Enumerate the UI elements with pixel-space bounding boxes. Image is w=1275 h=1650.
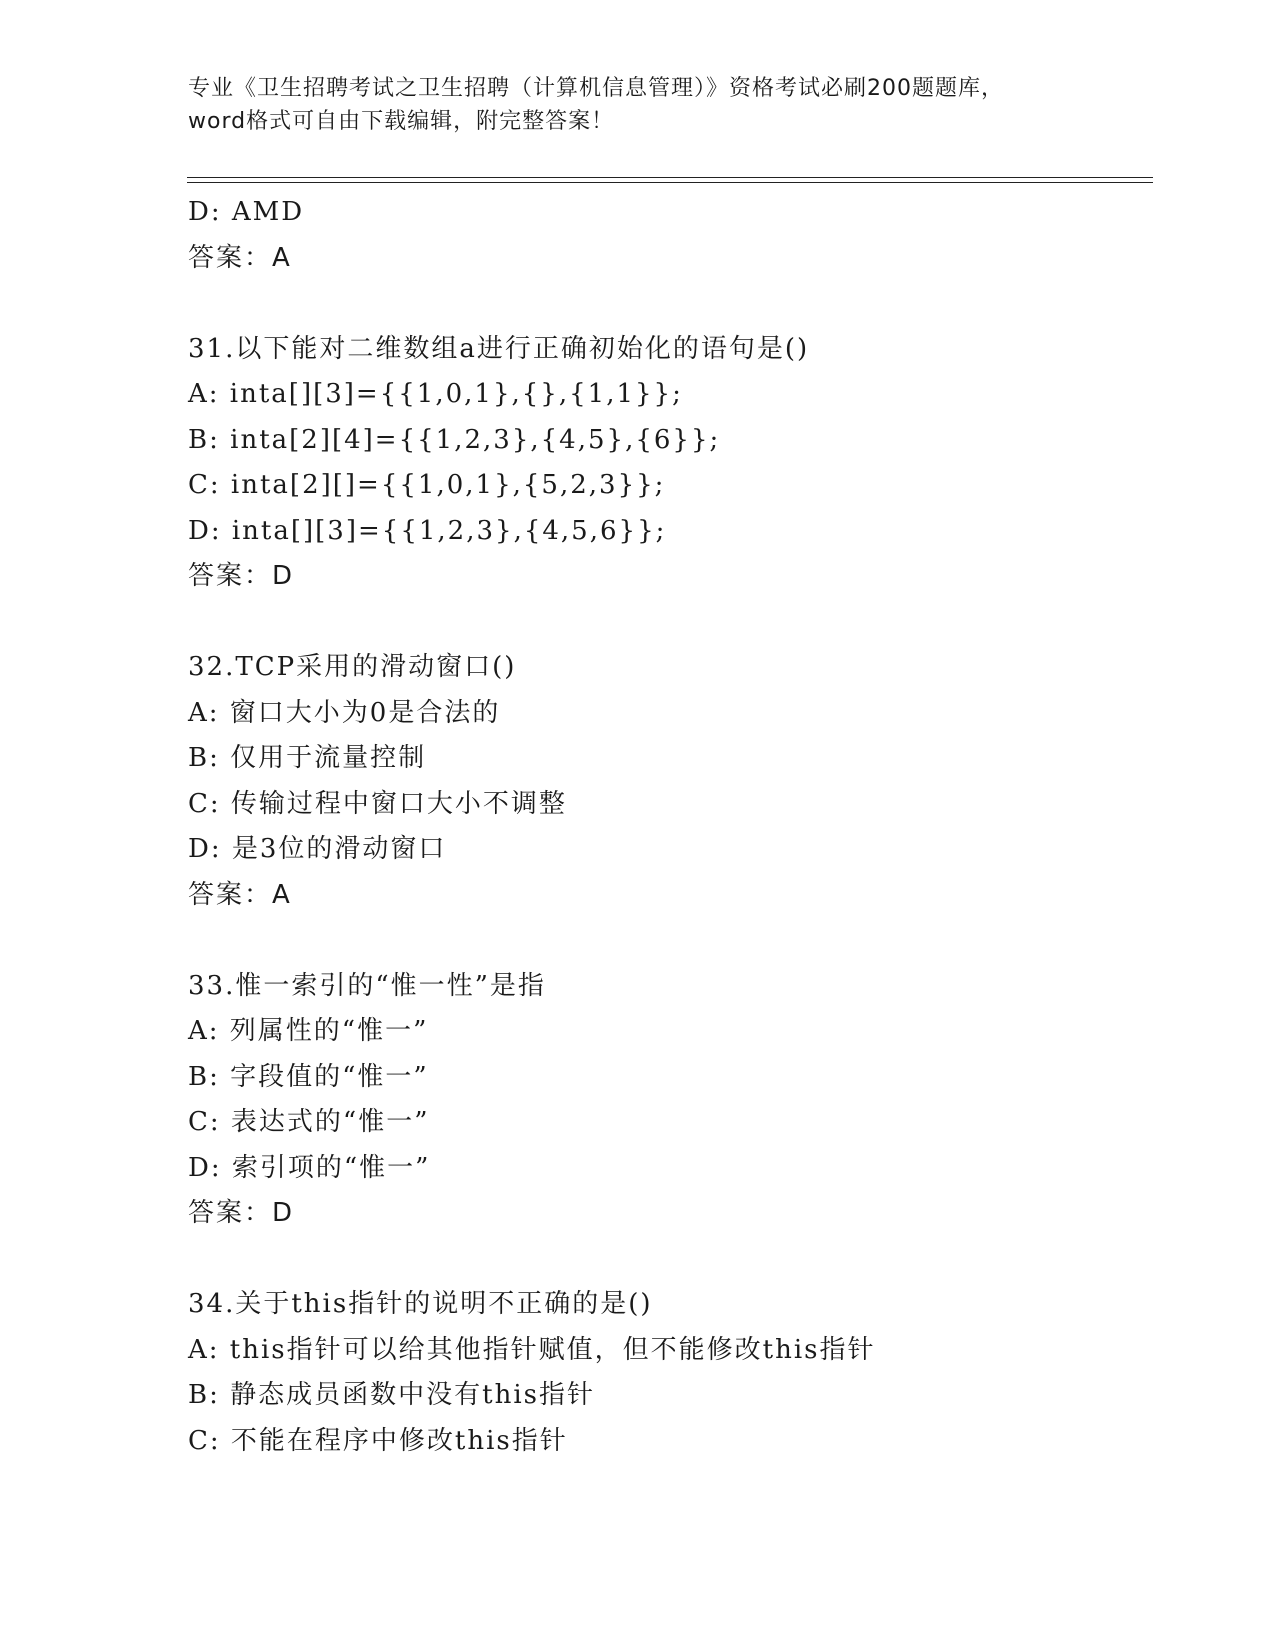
header-line-1: 专业《卫生招聘考试之卫生招聘（计算机信息管理）》资格考试必刷200题题库， <box>188 76 1004 101</box>
option-line: A: 窗口大小为0是合法的 <box>188 697 501 728</box>
option-line: B: 静态成员函数中没有this指针 <box>188 1380 595 1410</box>
header-divider-bottom <box>187 182 1153 183</box>
question-33 <box>188 964 1148 1237</box>
document-header <box>188 72 1088 138</box>
question-stem: 33.惟一索引的“惟一性”是指 <box>188 970 546 1001</box>
spacer <box>188 1237 1148 1283</box>
spacer <box>188 281 1148 327</box>
option-line: A: 列属性的“惟一” <box>188 1016 429 1046</box>
option-line: C: 表达式的“惟一” <box>188 1107 430 1137</box>
question-31 <box>188 327 1148 600</box>
option-line: B: inta[2][4]={{1,2,3},{4,5},{6}}; <box>188 424 721 455</box>
option-line: A: this指针可以给其他指针赋值，但不能修改this指针 <box>188 1334 876 1365</box>
question-stem: 34.关于this指针的说明不正确的是() <box>188 1289 653 1319</box>
option-line: D: AMD <box>188 197 305 227</box>
header-divider-top <box>187 177 1153 178</box>
answer-line: 答案：A <box>188 879 292 910</box>
option-line: D: 是3位的滑动窗口 <box>188 834 447 864</box>
spacer <box>188 600 1148 646</box>
option-line: B: 字段值的“惟一” <box>188 1061 429 1092</box>
option-line: D: inta[][3]={{1,2,3},{4,5,6}}; <box>188 515 667 546</box>
spacer <box>188 918 1148 964</box>
option-line: C: 不能在程序中修改this指针 <box>188 1425 568 1456</box>
option-line: D: 索引项的“惟一” <box>188 1152 431 1183</box>
answer-line: 答案：D <box>188 1198 295 1228</box>
question-stem: 32.TCP采用的滑动窗口() <box>188 652 517 682</box>
question-32 <box>188 645 1148 918</box>
option-line: B: 仅用于流量控制 <box>188 743 427 773</box>
option-line: C: 传输过程中窗口大小不调整 <box>188 788 567 819</box>
header-line-2: word格式可自由下载编辑，附完整答案！ <box>188 109 615 134</box>
answer-line: 答案：D <box>188 561 295 591</box>
answer-line: 答案：A <box>188 242 292 273</box>
option-line: C: inta[2][]={{1,0,1},{5,2,3}}; <box>188 470 666 500</box>
question-list <box>188 190 1148 1464</box>
option-line: A: inta[][3]={{1,0,1},{},{1,1}}; <box>188 379 683 409</box>
question-stem: 31.以下能对二维数组a进行正确初始化的语句是() <box>188 333 810 364</box>
question-34 <box>188 1282 1148 1464</box>
